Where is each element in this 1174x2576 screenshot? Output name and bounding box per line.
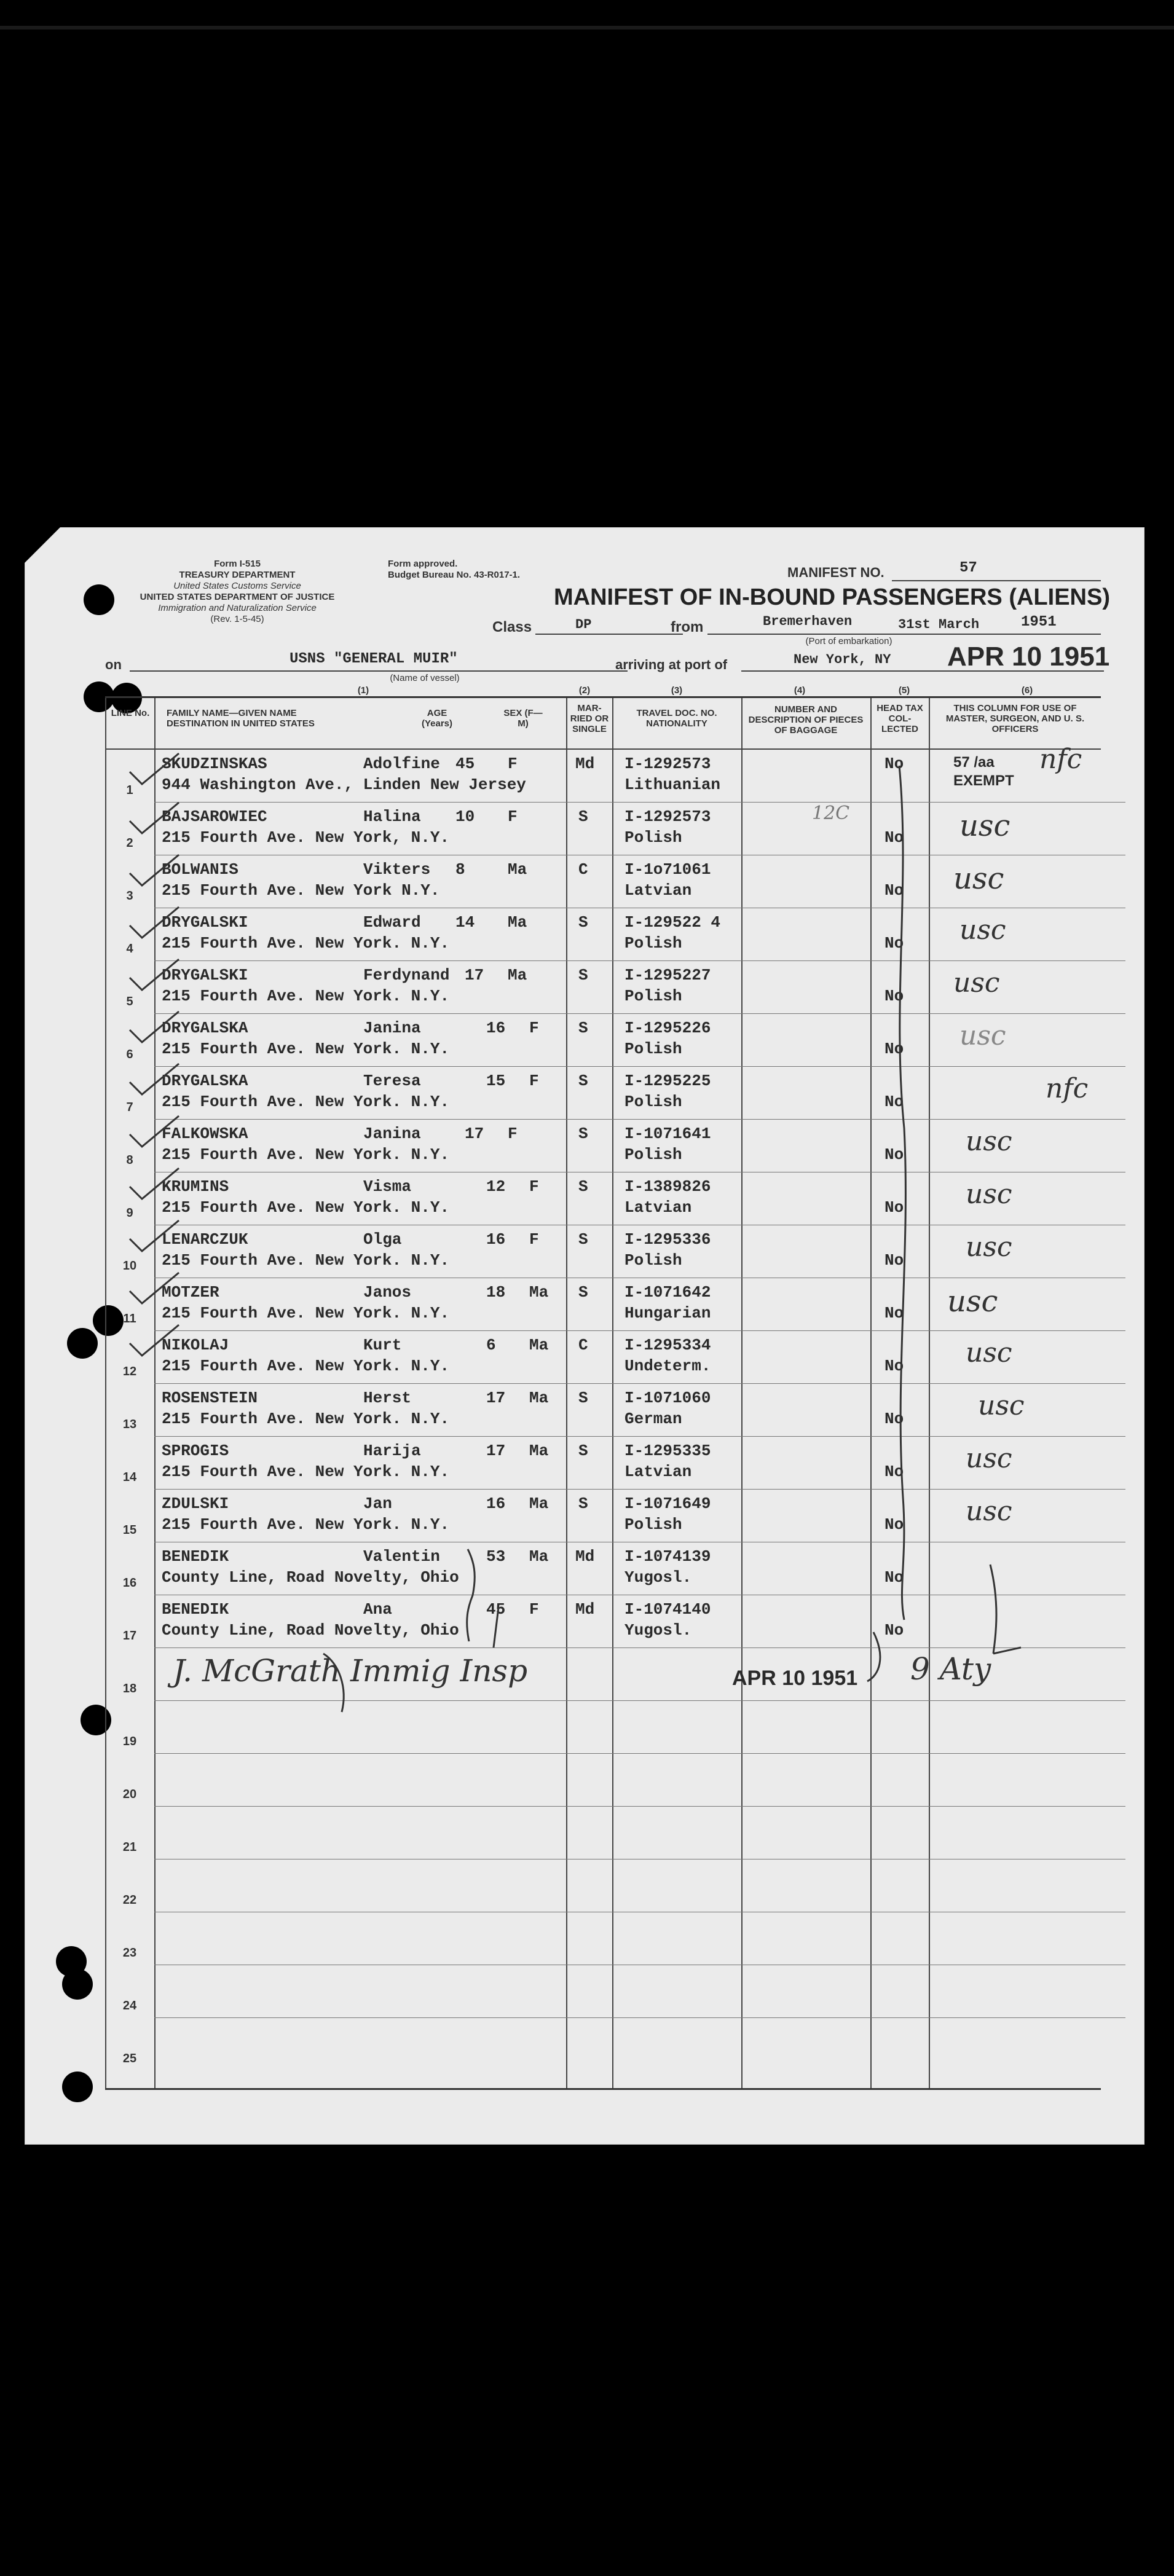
nationality: Latvian — [624, 1463, 692, 1481]
destination: 215 Fourth Ave. New York. N.Y. — [162, 1198, 450, 1217]
baggage-mark: 12C — [812, 803, 850, 824]
sex: Ma — [529, 1442, 549, 1460]
age: 16 — [486, 1494, 506, 1513]
sex: F — [508, 1125, 518, 1143]
age: 16 — [486, 1230, 506, 1249]
head-tax: No — [884, 1198, 904, 1217]
marital-status: Md — [575, 1547, 595, 1566]
line-number: 10 — [122, 1259, 137, 1273]
embark-port-caption: (Port of embarkation) — [805, 636, 892, 646]
form-title: MANIFEST OF IN-BOUND PASSENGERS (ALIENS) — [554, 584, 1110, 610]
officer-handwriting: nfc — [1046, 1073, 1089, 1104]
inspection-date-stamp: APR 10 1951 — [732, 1667, 858, 1690]
family-name: DRYGALSKA — [162, 1072, 248, 1090]
table-row — [105, 1384, 1125, 1437]
travel-doc: I-1295334 — [624, 1336, 711, 1354]
given-name: Janina — [363, 1125, 421, 1143]
col-num-1: (1) — [357, 685, 369, 696]
travel-doc: I-1295335 — [624, 1442, 711, 1460]
age: 17 — [465, 966, 484, 984]
destination: 215 Fourth Ave. New York. N.Y. — [162, 1410, 450, 1428]
manifest-no-label: MANIFEST NO. — [787, 565, 884, 580]
col-header-married: MAR-RIED OR SINGLE — [570, 703, 609, 734]
table-row — [105, 1542, 1125, 1595]
sex: Ma — [508, 966, 527, 984]
marital-status: S — [578, 1389, 588, 1407]
line-number: 3 — [126, 889, 133, 903]
marital-status: S — [578, 1442, 588, 1460]
class-value: DP — [575, 617, 592, 632]
age: 17 — [465, 1125, 484, 1143]
age: 53 — [486, 1547, 506, 1566]
officer-handwriting: usc — [966, 1337, 1012, 1368]
family-name: DRYGALSKI — [162, 966, 248, 984]
inspector-signature: J. McGrath Immig Insp — [173, 1653, 528, 1689]
family-name: LENARCZUK — [162, 1230, 248, 1249]
line-number: 15 — [122, 1523, 137, 1537]
head-tax: No — [884, 1145, 904, 1164]
age: 17 — [486, 1389, 506, 1407]
table-row — [105, 1965, 1125, 2018]
manifest-no-value: 57 — [959, 560, 977, 576]
from-label: from — [671, 619, 704, 635]
table-row — [105, 1225, 1125, 1278]
nationality: Polish — [624, 828, 682, 847]
sex: Ma — [529, 1283, 549, 1302]
film-edge — [0, 26, 1174, 29]
line-number: 21 — [122, 1840, 137, 1854]
travel-doc: I-1295225 — [624, 1072, 711, 1090]
destination: 215 Fourth Ave. New York, N.Y. — [162, 828, 450, 847]
line-number: 13 — [122, 1418, 137, 1431]
line-number: 1 — [126, 783, 133, 797]
table-row — [105, 1120, 1125, 1172]
family-name: DRYGALSKA — [162, 1019, 248, 1037]
embark-date: 31st March — [898, 617, 980, 632]
table-row — [105, 1912, 1125, 1965]
travel-doc: I-1292573 — [624, 755, 711, 773]
travel-doc: I-1071649 — [624, 1494, 711, 1513]
family-name: KRUMINS — [162, 1177, 229, 1196]
travel-doc: I-1295336 — [624, 1230, 711, 1249]
col-header-line: LINE No. — [111, 708, 150, 718]
given-name: Harija — [363, 1442, 421, 1460]
head-tax: No — [884, 881, 904, 900]
line-number: 20 — [122, 1788, 137, 1801]
given-name: Olga — [363, 1230, 402, 1249]
line-number: 7 — [126, 1101, 133, 1114]
nationality: German — [624, 1410, 682, 1428]
sex: Ma — [529, 1494, 549, 1513]
embark-year: 1951 — [1021, 614, 1057, 630]
manifest-sheet — [25, 527, 1144, 2145]
head-tax: No — [884, 1251, 904, 1270]
age: 6 — [486, 1336, 496, 1354]
travel-doc: I-1071060 — [624, 1389, 711, 1407]
punch-hole — [67, 1328, 98, 1359]
destination: 215 Fourth Ave. New York. N.Y. — [162, 1093, 450, 1111]
head-tax: No — [884, 1040, 904, 1058]
travel-doc: I-1o71061 — [624, 860, 711, 879]
travel-doc: I-1295226 — [624, 1019, 711, 1037]
sex: Ma — [529, 1389, 549, 1407]
nationality: Polish — [624, 1093, 682, 1111]
on-label: on — [105, 657, 122, 672]
line-number: 9 — [126, 1206, 133, 1220]
nationality: Polish — [624, 1515, 682, 1534]
officer-handwriting: usc — [966, 1126, 1012, 1157]
dept-line-1: TREASURY DEPARTMENT — [179, 570, 296, 580]
destination: County Line, Road Novelty, Ohio — [162, 1568, 459, 1587]
vessel-caption: (Name of vessel) — [390, 673, 460, 683]
head-tax: No — [884, 1463, 904, 1481]
table-row — [105, 1331, 1125, 1384]
travel-doc: I-129522 4 — [624, 913, 721, 932]
marital-status: S — [578, 1494, 588, 1513]
inspector-initials: 9 Aty — [910, 1651, 991, 1687]
family-name: BAJSAROWIEC — [162, 807, 267, 826]
family-name: BOLWANIS — [162, 860, 238, 879]
destination: 215 Fourth Ave. New York. N.Y. — [162, 1515, 450, 1534]
given-name: Teresa — [363, 1072, 421, 1090]
given-name: Visma — [363, 1177, 412, 1196]
officer-handwriting: usc — [959, 809, 1011, 843]
line-number: 17 — [122, 1629, 137, 1643]
family-name: BENEDIK — [162, 1547, 229, 1566]
given-name: Jan — [363, 1494, 392, 1513]
marital-status: Md — [575, 755, 595, 773]
approval-line-1: Form approved. — [388, 559, 458, 569]
officer-note: 57 /aa EXEMPT — [953, 754, 1014, 789]
marital-status: C — [578, 1336, 588, 1354]
age: 10 — [455, 807, 475, 826]
head-tax: No — [884, 1568, 904, 1587]
nationality: Latvian — [624, 881, 692, 900]
sex: F — [508, 807, 518, 826]
nationality: Polish — [624, 934, 682, 952]
table-row — [105, 1437, 1125, 1490]
destination: 215 Fourth Ave. New York. N.Y. — [162, 1463, 450, 1481]
col-header-travel: TRAVEL DOC. NO. NATIONALITY — [636, 708, 717, 729]
given-name: Janos — [363, 1283, 412, 1302]
head-tax: No — [884, 755, 904, 773]
table-row — [105, 1595, 1125, 1648]
marital-status: Md — [575, 1600, 595, 1619]
col-header-baggage: NUMBER AND DESCRIPTION OF PIECES OF BAGGAGE — [748, 704, 864, 736]
head-tax: No — [884, 1621, 904, 1639]
sex: F — [529, 1177, 539, 1196]
officer-handwriting: usc — [959, 1020, 1006, 1051]
table-row — [105, 1648, 1125, 1701]
line-number: 11 — [123, 1312, 136, 1325]
family-name: NIKOLAJ — [162, 1336, 229, 1354]
line-number: 6 — [126, 1048, 133, 1061]
nationality: Latvian — [624, 1198, 692, 1217]
line-number: 23 — [122, 1946, 137, 1960]
given-name: Ferdynand — [363, 966, 450, 984]
line-number: 12 — [122, 1365, 137, 1378]
table-row — [105, 1807, 1125, 1859]
sex: Ma — [529, 1547, 549, 1566]
col-header-name: FAMILY NAME—GIVEN NAME DESTINATION IN UNITED STATES — [167, 708, 315, 729]
sex: F — [529, 1230, 539, 1249]
nationality: Lithuanian — [624, 776, 721, 794]
destination: 215 Fourth Ave. New York. N.Y. — [162, 1357, 450, 1375]
form-number: Form I-515 — [214, 559, 261, 569]
marital-status: S — [578, 1283, 588, 1302]
age: 12 — [486, 1177, 506, 1196]
age: 16 — [486, 1019, 506, 1037]
marital-status: S — [578, 1072, 588, 1090]
head-tax: No — [884, 1304, 904, 1322]
line-number: 8 — [126, 1153, 133, 1167]
family-name: SPROGIS — [162, 1442, 229, 1460]
destination: 215 Fourth Ave. New York. N.Y. — [162, 934, 450, 952]
marital-status: S — [578, 966, 588, 984]
officer-handwriting: usc — [966, 1231, 1012, 1263]
col-num-2: (2) — [578, 685, 591, 696]
approval-line-2: Budget Bureau No. 43-R017-1. — [388, 570, 521, 580]
sex: F — [529, 1072, 539, 1090]
family-name: ROSENSTEIN — [162, 1389, 258, 1407]
sex: Ma — [529, 1336, 549, 1354]
sex: F — [508, 755, 518, 773]
sex: Ma — [508, 860, 527, 879]
destination: County Line, Road Novelty, Ohio — [162, 1621, 459, 1639]
family-name: FALKOWSKA — [162, 1125, 248, 1143]
travel-doc: I-1074139 — [624, 1547, 711, 1566]
line-number: 19 — [122, 1735, 137, 1748]
dept-line-3: UNITED STATES DEPARTMENT OF JUSTICE — [140, 592, 335, 602]
table-row — [105, 2018, 1125, 2071]
punch-hole — [84, 584, 114, 615]
age: 17 — [486, 1442, 506, 1460]
col-header-tax: HEAD TAX COL-LECTED — [877, 703, 923, 734]
destination: 215 Fourth Ave. New York. N.Y. — [162, 1145, 450, 1164]
given-name: Kurt — [363, 1336, 402, 1354]
nationality: Hungarian — [624, 1304, 711, 1322]
table-row — [105, 744, 1125, 803]
nationality: Polish — [624, 1251, 682, 1270]
punch-hole — [62, 2071, 93, 2102]
travel-doc: I-1074140 — [624, 1600, 711, 1619]
sex: F — [529, 1019, 539, 1037]
table-row — [105, 1172, 1125, 1225]
officer-handwriting: usc — [953, 967, 1000, 999]
head-tax: No — [884, 1410, 904, 1428]
destination: 215 Fourth Ave. New York. N.Y. — [162, 1040, 450, 1058]
nationality: Yugosl. — [624, 1568, 692, 1587]
dept-line-5: (Rev. 1-5-45) — [210, 614, 264, 624]
marital-status: S — [578, 913, 588, 932]
table-row — [105, 855, 1125, 908]
marital-status: S — [578, 1019, 588, 1037]
nationality: Polish — [624, 1145, 682, 1164]
col-header-sex: SEX (F—M) — [503, 708, 543, 729]
vessel-name: USNS "GENERAL MUIR" — [290, 651, 458, 667]
line-number: 18 — [122, 1682, 137, 1695]
age: 45 — [486, 1600, 506, 1619]
destination: 215 Fourth Ave. New York. N.Y. — [162, 1251, 450, 1270]
table-row — [105, 1859, 1125, 1912]
given-name: Janina — [363, 1019, 421, 1037]
head-tax: No — [884, 828, 904, 847]
age: 14 — [455, 913, 475, 932]
given-name: Adolfine — [363, 755, 440, 773]
table-row — [105, 1067, 1125, 1120]
embark-port: Bremerhaven — [763, 614, 853, 629]
sex: F — [529, 1600, 539, 1619]
age: 15 — [486, 1072, 506, 1090]
marital-status: C — [578, 860, 588, 879]
dept-line-4: Immigration and Naturalization Service — [158, 603, 317, 613]
age: 8 — [455, 860, 465, 879]
arrival-port: New York, NY — [794, 652, 891, 667]
arriving-label: arriving at port of — [615, 657, 728, 672]
family-name: MOTZER — [162, 1283, 219, 1302]
marital-status: S — [578, 1177, 588, 1196]
dept-line-2: United States Customs Service — [173, 581, 301, 591]
destination: 215 Fourth Ave. New York. N.Y. — [162, 987, 450, 1005]
officer-handwriting: usc — [953, 862, 1004, 896]
line-number: 22 — [122, 1893, 137, 1907]
table-row — [105, 1278, 1125, 1331]
table-row — [105, 1701, 1125, 1754]
given-name: Ana — [363, 1600, 392, 1619]
table-row — [105, 908, 1125, 961]
officer-handwriting: usc — [966, 1179, 1012, 1210]
class-label: Class — [492, 619, 532, 635]
given-name: Halina — [363, 807, 421, 826]
col-num-4: (4) — [794, 685, 806, 696]
travel-doc: I-1071641 — [624, 1125, 711, 1143]
officer-handwriting: usc — [966, 1496, 1012, 1527]
col-num-3: (3) — [671, 685, 683, 696]
family-name: DRYGALSKI — [162, 913, 248, 932]
age: 18 — [486, 1283, 506, 1302]
given-name: Valentin — [363, 1547, 440, 1566]
head-tax: No — [884, 987, 904, 1005]
travel-doc: I-1389826 — [624, 1177, 711, 1196]
nationality: Undeterm. — [624, 1357, 711, 1375]
officer-handwriting: usc — [959, 914, 1006, 946]
line-number: 24 — [122, 1999, 137, 2012]
travel-doc: I-1292573 — [624, 807, 711, 826]
table-row — [105, 1490, 1125, 1542]
head-tax: No — [884, 934, 904, 952]
arrival-date-stamp: APR 10 1951 — [947, 642, 1110, 672]
punch-hole — [62, 1969, 93, 2000]
line-number: 4 — [126, 942, 133, 956]
line-number: 16 — [122, 1576, 137, 1590]
destination: 215 Fourth Ave. New York. N.Y. — [162, 1304, 450, 1322]
line-number: 5 — [126, 995, 133, 1008]
officer-handwriting: nfc — [1039, 744, 1082, 775]
nationality: Polish — [624, 1040, 682, 1058]
officer-handwriting: usc — [966, 1443, 1012, 1474]
given-name: Edward — [363, 913, 421, 932]
line-number: 25 — [122, 2052, 137, 2065]
marital-status: S — [578, 1125, 588, 1143]
travel-doc: I-1295227 — [624, 966, 711, 984]
sex: Ma — [508, 913, 527, 932]
torn-corner — [24, 527, 61, 564]
table-row — [105, 803, 1125, 855]
head-tax: No — [884, 1357, 904, 1375]
officer-handwriting: usc — [947, 1284, 998, 1319]
table-row — [105, 961, 1125, 1014]
family-name: BENEDIK — [162, 1600, 229, 1619]
family-name: ZDULSKI — [162, 1494, 229, 1513]
table-row — [105, 1014, 1125, 1067]
col-header-age: AGE (Years) — [421, 708, 453, 729]
table-row — [105, 1754, 1125, 1807]
age: 45 — [455, 755, 475, 773]
destination: 215 Fourth Ave. New York N.Y. — [162, 881, 440, 900]
col-header-officers: THIS COLUMN FOR USE OF MASTER, SURGEON, AND U. S. OFFICERS — [945, 703, 1085, 734]
passenger-table — [105, 696, 1101, 2090]
col-num-5: (5) — [898, 685, 910, 696]
given-name: Vikters — [363, 860, 431, 879]
officer-handwriting: usc — [978, 1390, 1025, 1421]
travel-doc: I-1071642 — [624, 1283, 711, 1302]
line-number: 2 — [126, 836, 133, 850]
marital-status: S — [578, 1230, 588, 1249]
nationality: Polish — [624, 987, 682, 1005]
marital-status: S — [578, 807, 588, 826]
line-number: 14 — [122, 1471, 137, 1484]
nationality: Yugosl. — [624, 1621, 692, 1639]
head-tax: No — [884, 1515, 904, 1534]
given-name: Herst — [363, 1389, 412, 1407]
family-name: SKUDZINSKAS — [162, 755, 267, 773]
destination: 944 Washington Ave., Linden New Jersey — [162, 776, 526, 794]
col-num-6: (6) — [1021, 685, 1033, 696]
head-tax: No — [884, 1093, 904, 1111]
